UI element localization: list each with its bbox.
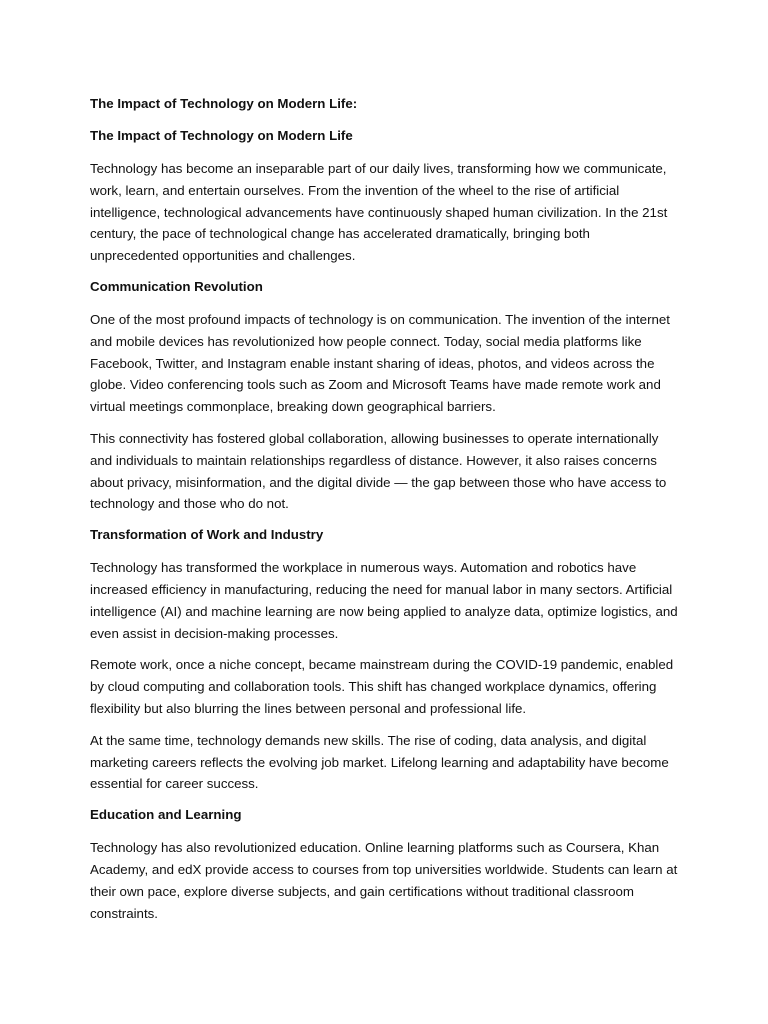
paragraph: This connectivity has fostered global collaboration, allowing businesses to operate internationally and individuals to maintain relationships regardless of distance. However, it also raises concerns about privacy, misinformation, and the digital divide — the gap between those who have access to technology and those who do not. [90,430,667,512]
paragraph: Technology has also revolutionized education. Online learning platforms such as Coursera, Khan Academy, and edX provide access to courses from top universities worldwide. Students can learn at their own pace, explore diverse subjects, and gain certifications without traditional classroom constraints. [90,840,678,921]
paragraph: One of the most profound impacts of technology is on communication. The invention of the internet and mobile devices has revolutionized how people connect. Today, social media platforms like Facebook, Twitter, and Instagram enable instant sharing of ideas, photos, and videos across the globe. Video conferencing tools such as Zoom and Microsoft Teams have made remote work and virtual meetings commonplace, breaking down geographical barriers. [90,311,670,415]
section-heading-education: Education and Learning [90,807,242,823]
paragraph: Remote work, once a niche concept, became mainstream during the COVID-19 pandemic, enabled by cloud computing and collaboration tools. This shift has changed workplace dynamics, offering flexibility but also blurring the lines between personal and professional life. [90,657,674,716]
intro-paragraph: Technology has become an inseparable part of our daily lives, transforming how we communicate, work, learn, and entertain ourselves. From the invention of the wheel to the rise of artificial intelligence, technological advancements have continuously shaped human civilization. In the 21st century, the pace of technological change has accelerated dramatically, bringing both unprecedented opportunities and challenges. [90,161,668,264]
paragraph: At the same time, technology demands new skills. The rise of coding, data analysis, and digital marketing careers reflects the evolving job market. Lifelong learning and adaptability have become essential for career success. [90,732,669,792]
document-title-line: The Impact of Technology on Modern Life: [90,96,358,111]
paragraph: Technology has transformed the workplace in numerous ways. Automation and robotics have increased efficiency in manufacturing, reducing the need for manual labor in many sectors. Artificial intelligence (AI) and machine learning are now being applied to analyze data, optimize logistics, and even assist in decision-making processes. [90,560,678,641]
document-title: The Impact of Technology on Modern Life [90,128,353,143]
section-heading-communication: Communication Revolution [90,278,263,294]
document-page [90,94,680,934]
section-heading-work: Transformation of Work and Industry [90,527,324,543]
